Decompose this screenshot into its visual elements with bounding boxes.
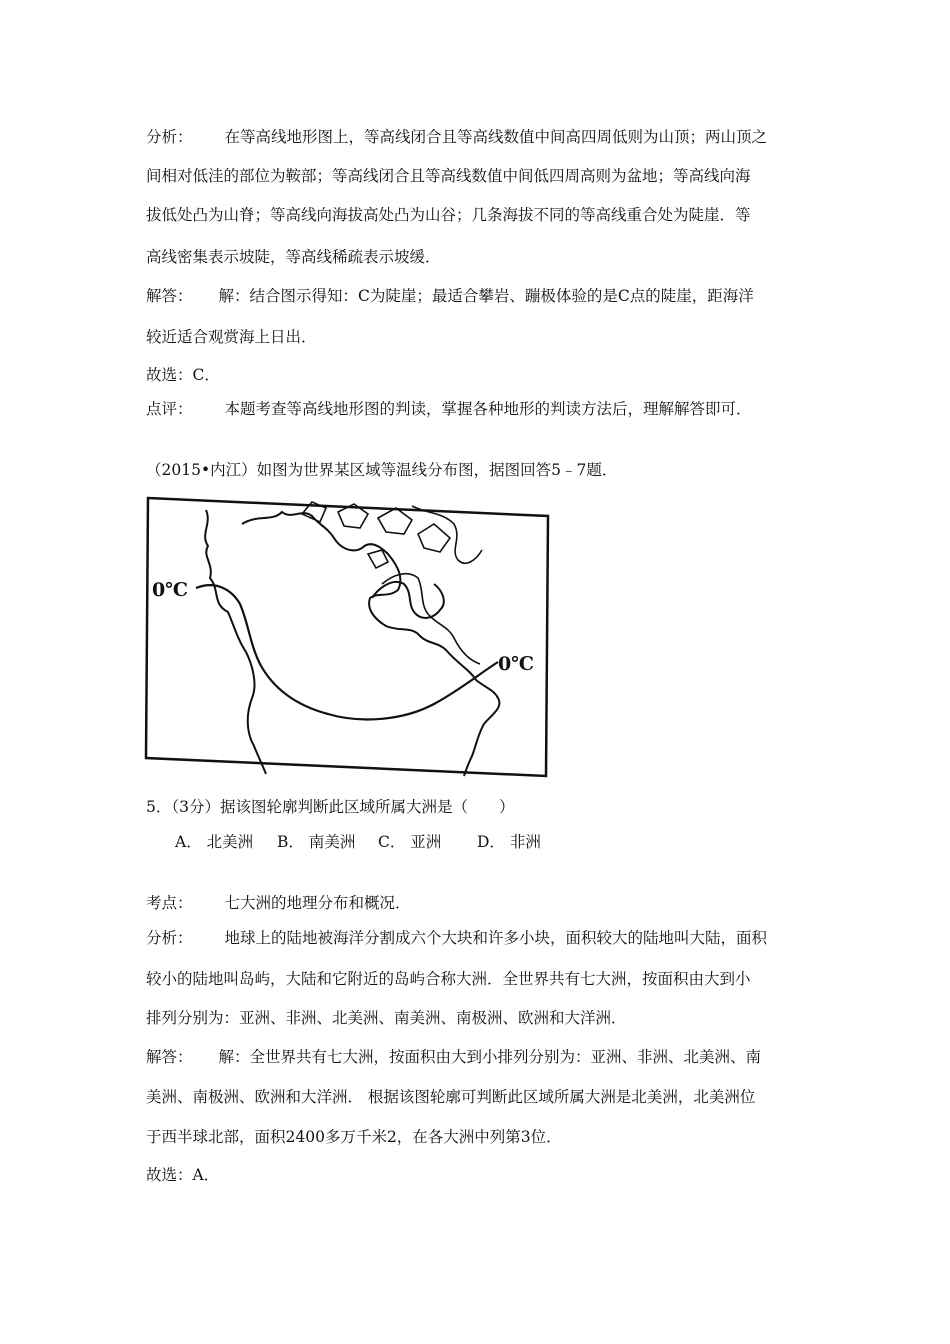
answer2-text: 解：全世界共有七大洲，按面积由大到小排列分别为：亚洲、非洲、北美洲、南: [218, 1048, 762, 1066]
question-stem: 5．（3分）据该图轮廓判断此区域所属大洲是（ ）: [146, 798, 515, 816]
option-d: D． 非洲: [477, 833, 541, 851]
coastline-east: [446, 650, 499, 776]
isotherm-map: [142, 494, 554, 782]
option-b: B． 南美洲: [277, 833, 356, 851]
coastline-north: [242, 512, 446, 650]
isotherm-label-east: 0℃: [498, 653, 534, 675]
answer2-line-3: 于西半球北部，面积2400多万千米2，在各大洲中列第3位．: [146, 1128, 562, 1146]
analysis-text: 在等高线地形图上，等高线闭合且等高线数值中间高四周低则为山顶；两山顶之: [224, 128, 768, 146]
choice-line: 故选：C．: [146, 366, 220, 384]
answer-text: 解：结合图示得知：C为陡崖；最适合攀岩、蹦极体验的是C点的陡崖，距海洋: [218, 287, 754, 305]
option-c: C． 亚洲: [378, 833, 442, 851]
coastline-west: [205, 510, 266, 774]
point-line: [146, 893, 411, 913]
answer-label: 解答：: [146, 287, 193, 305]
answer-line-1: [146, 286, 754, 306]
answer-line-2: 较近适合观赏海上日出．: [146, 328, 317, 346]
choice2-line: 故选：A．: [146, 1166, 220, 1184]
answer2-line-1: [146, 1047, 761, 1067]
answer2-line-2: 美洲、南极洲、欧洲和大洋洲． 根据该图轮廓可判断此区域所属大洲是北美洲，北美洲位: [146, 1088, 756, 1106]
comment-line: [146, 399, 752, 419]
comment-label: 点评：: [146, 400, 193, 418]
analysis-line-3: 拔低处凸为山脊；等高线向海拔高处凸为山谷；几条海拔不同的等高线重合处为陡崖．等: [146, 206, 751, 224]
point-text: 七大洲的地理分布和概况．: [224, 894, 411, 912]
analysis2-line-3: 排列分别为：亚洲、非洲、北美洲、南美洲、南极洲、欧洲和大洋洲．: [146, 1009, 627, 1027]
analysis2-label: 分析：: [146, 929, 193, 947]
comment-text: 本题考查等高线地形图的判读，掌握各种地形的判读方法后，理解解答即可．: [224, 400, 752, 418]
analysis2-line-1: [146, 928, 767, 948]
analysis2-line-2: 较小的陆地叫岛屿，大陆和它附近的岛屿合称大洲．全世界共有七大洲，按面积由大到小: [146, 970, 751, 988]
question-intro: （2015•内江）如图为世界某区域等温线分布图，据图回答5﹣7题．: [146, 461, 618, 479]
isotherm-line: [196, 585, 498, 719]
hudson-bay: [372, 582, 444, 618]
analysis-line-4: 高线密集表示坡陡，等高线稀疏表示坡缓．: [146, 248, 441, 266]
labrador: [382, 574, 480, 664]
point-label: 考点：: [146, 894, 193, 912]
analysis2-text: 地球上的陆地被海洋分割成六个大块和许多小块，面积较大的陆地叫大陆，面积: [224, 929, 768, 947]
answer2-label: 解答：: [146, 1048, 193, 1066]
isotherm-label-west: 0℃: [152, 579, 188, 601]
analysis-label: 分析：: [146, 128, 193, 146]
option-a: A． 北美洲: [175, 833, 254, 851]
analysis-line-1: [146, 127, 767, 147]
analysis-line-2: 间相对低洼的部位为鞍部；等高线闭合且等高线数值中间低四周高则为盆地；等高线向海: [146, 167, 751, 185]
